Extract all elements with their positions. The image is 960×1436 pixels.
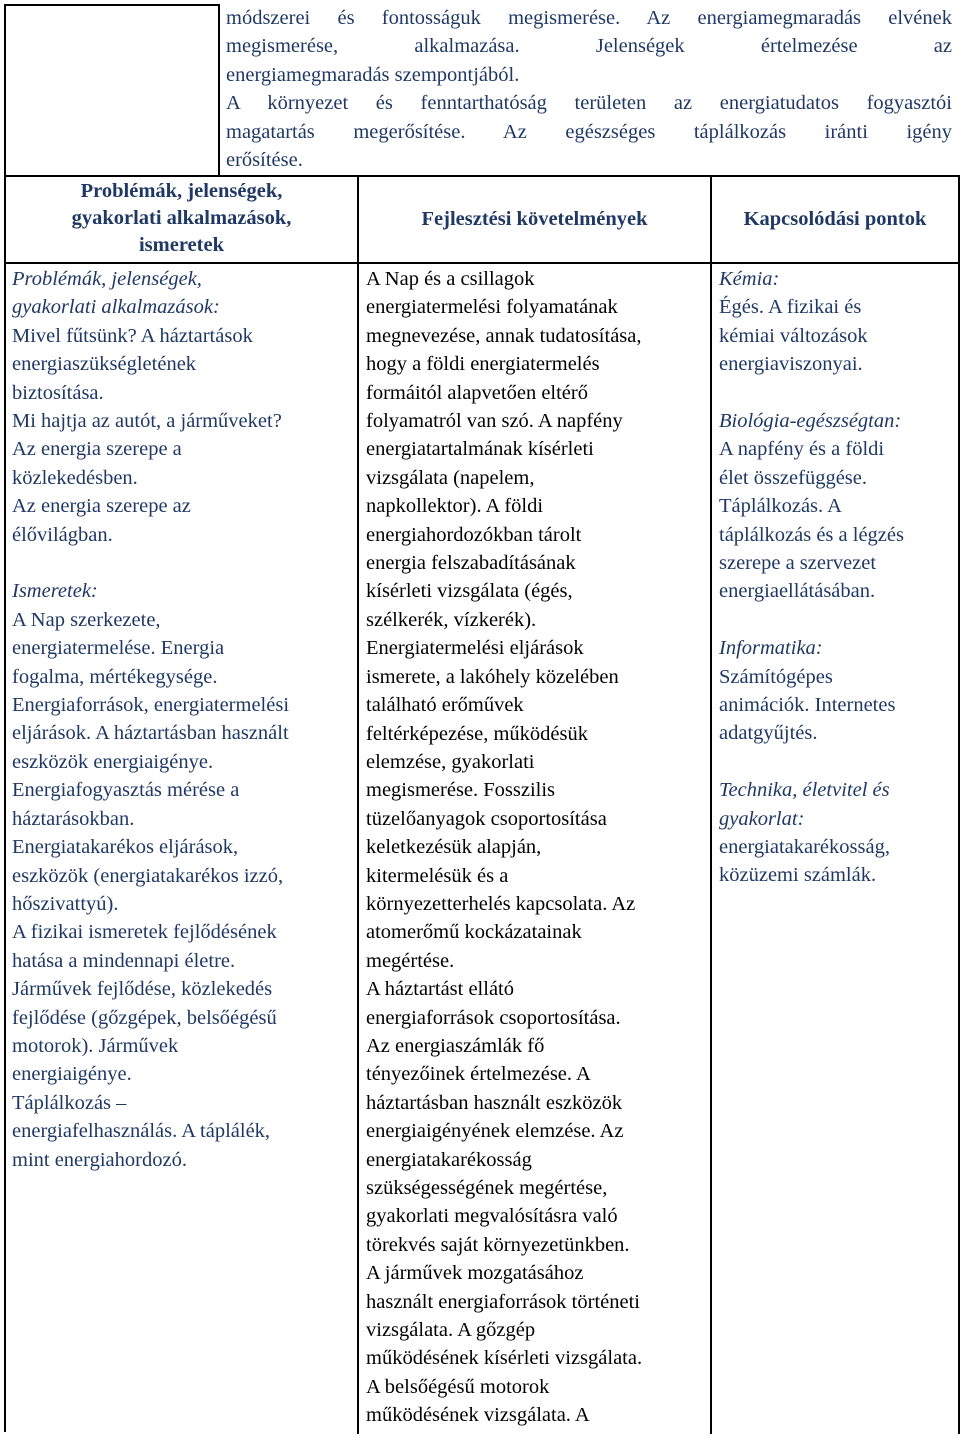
requirement-line: háztartásban használt eszközök — [366, 1091, 623, 1114]
requirement-line: A Nap és a csillagok — [366, 268, 535, 290]
knowledge-line: hatása a mindennapi életre. — [12, 949, 236, 972]
requirement-line: Energiatermelési eljárások — [366, 637, 584, 660]
column-header-problems — [6, 178, 357, 259]
connection-line: élet összefüggése. — [719, 466, 867, 489]
knowledge-line: eszközök energiaigénye. — [12, 750, 214, 773]
problem-line: energiaszükségletének — [12, 353, 197, 376]
top-cell-text — [226, 4, 952, 174]
connection-line: animációk. Internetes — [719, 694, 896, 717]
text-line: energiamegmaradás szempontjából. — [226, 63, 520, 86]
column-header-requirements — [359, 206, 710, 233]
knowledge-line: motorok). Járművek — [12, 1034, 179, 1057]
requirement-line: atomerőmű kockázatainak — [366, 921, 582, 944]
column-divider-2 — [710, 175, 712, 1434]
requirement-line: szükségességének megértése, — [366, 1177, 608, 1199]
requirement-line: energiatartalmának kísérleti — [366, 438, 594, 461]
requirement-line: A háztartást ellátó — [366, 978, 514, 1001]
requirement-line: kísérleti vizsgálata (égés, — [366, 580, 573, 603]
requirement-line: energiahordozókban tárolt — [366, 523, 582, 546]
knowledge-line: fogalma, mértékegysége. — [12, 665, 218, 688]
requirement-line: energiaigényének elemzése. Az — [366, 1120, 624, 1143]
problem-line: Mivel fűtsünk? A háztartások — [12, 324, 253, 347]
spacer — [719, 606, 955, 634]
connection-line: A napfény és a földi — [719, 438, 885, 461]
requirement-line: szélkerék, vízkerék). — [366, 608, 537, 631]
subject-title-technology: gyakorlat: — [719, 807, 805, 830]
knowledge-line: mint energiahordozó. — [12, 1148, 187, 1171]
requirement-line: elemzése, gyakorlati — [366, 750, 535, 773]
connection-line: Égés. A fizikai és — [719, 296, 862, 319]
connection-line: táplálkozás és a légzés — [719, 523, 904, 546]
connection-line: szerepe a szervezet — [719, 552, 877, 575]
requirement-line: tüzelőanyagok csoportosítása — [366, 807, 607, 830]
problem-line: Mi hajtja az autót, a járműveket? — [12, 410, 282, 433]
knowledge-line: energiafelhasználás. A táplálék, — [12, 1120, 271, 1143]
requirement-line: megismerése. Fosszilis — [366, 779, 556, 802]
requirement-line: környezetterhelés kapcsolata. Az — [366, 892, 636, 915]
knowledge-line: eszközök (energiatakarékos izzó, — [12, 864, 284, 887]
requirement-line: vizsgálata. A gőzgép — [366, 1319, 536, 1342]
knowledge-line: háztarásokban. — [12, 807, 135, 830]
requirement-line: energiatakarékosság — [366, 1148, 532, 1171]
subject-title-informatics: Informatika: — [719, 637, 823, 660]
requirement-line: napkollektor). A földi — [366, 495, 544, 518]
header-bottom-border — [4, 262, 959, 264]
header-line: Fejlesztési követelmények — [421, 208, 648, 230]
requirement-line: keletkezésük alapján, — [366, 836, 542, 859]
connection-line: adatgyűjtés. — [719, 722, 818, 745]
header-line: gyakorlati alkalmazások, — [71, 207, 292, 229]
spacer — [719, 748, 955, 776]
connection-line: energiaviszonyai. — [719, 353, 863, 376]
requirement-line: formáitól alapvetően eltérő — [366, 381, 588, 404]
requirement-line: használt energiaforrások történeti — [366, 1290, 640, 1313]
requirement-line: működésének vizsgálata. A — [366, 1404, 590, 1427]
requirement-line: megértése. — [366, 949, 455, 972]
knowledge-line: Járművek fejlődése, közlekedés — [12, 978, 273, 1001]
spacer — [719, 379, 955, 407]
connection-line: közüzemi számlák. — [719, 864, 877, 887]
requirement-line: működésének kísérleti vizsgálata. — [366, 1347, 643, 1370]
knowledge-line: fejlődése (gőzgépek, belsőégésű — [12, 1006, 277, 1029]
requirement-line: ismerete, a lakóhely közelében — [366, 665, 619, 688]
requirement-line: hogy a földi energiatermelés — [366, 353, 600, 376]
problems-title: gyakorlati alkalmazások: — [12, 296, 220, 319]
knowledge-line: hőszivattyú). — [12, 892, 119, 915]
spacer — [12, 549, 352, 577]
table-border-top — [4, 4, 218, 6]
knowledge-line: energiaigénye. — [12, 1063, 132, 1086]
problem-line: Az energia szerepe az — [12, 495, 191, 518]
requirement-line: megnevezése, annak tudatosítása, — [366, 324, 642, 347]
requirement-line: A járművek mozgatásához — [366, 1262, 584, 1285]
text-line: A környezet és fenntarthatóság területen az energiatudatos fogyasztói — [226, 92, 952, 115]
column-header-connections — [712, 206, 958, 233]
requirement-line: Az energiaszámlák fő — [366, 1034, 545, 1057]
problem-line: biztosítása. — [12, 381, 104, 404]
knowledge-line: Táplálkozás – — [12, 1091, 127, 1114]
connection-line: energiaellátásában. — [719, 580, 876, 603]
requirement-line: energiaforrások csoportosítása. — [366, 1006, 621, 1029]
top-cell-left-border — [218, 4, 220, 176]
header-top-border — [4, 175, 959, 177]
problem-line: közlekedésben. — [12, 466, 138, 489]
knowledge-line: eljárások. A háztartásban használt — [12, 722, 289, 745]
problems-title: Problémák, jelenségek, — [12, 268, 202, 290]
requirement-line: gyakorlati megvalósításra való — [366, 1205, 618, 1228]
requirement-line: energiatermelési folyamatának — [366, 296, 618, 319]
requirement-line: energia felszabadításának — [366, 552, 576, 575]
requirement-line: kitermelésük és a — [366, 864, 509, 887]
connection-line: Számítógépes — [719, 665, 833, 688]
connection-line: Táplálkozás. A — [719, 495, 842, 518]
requirement-line: vizsgálata (napelem, — [366, 466, 535, 489]
knowledge-line: Energiatakarékos eljárások, — [12, 836, 239, 859]
knowledge-line: energiatermelése. Energia — [12, 637, 225, 660]
text-line: magatartás megerősítése. Az egészséges táplálkozás iránti igény — [226, 120, 952, 143]
problems-knowledge-cell — [12, 265, 352, 1174]
knowledge-line: Energiaforrások, energiatermelési — [12, 694, 290, 717]
requirement-line: található erőművek — [366, 694, 524, 717]
problem-line: Az energia szerepe a — [12, 438, 182, 461]
subject-title-technology: Technika, életvitel és — [719, 779, 890, 802]
requirements-cell — [366, 265, 706, 1430]
requirement-line: folyamatról van szó. A napfény — [366, 410, 623, 433]
requirement-line: feltérképezése, működésük — [366, 722, 588, 745]
header-line: Kapcsolódási pontok — [743, 208, 927, 230]
subject-title-biology: Biológia-egészségtan: — [719, 410, 902, 433]
header-line: ismeretek — [138, 234, 224, 256]
subject-title-chemistry: Kémia: — [719, 268, 780, 290]
connection-line: energiatakarékosság, — [719, 836, 890, 859]
connection-line: kémiai változások — [719, 324, 868, 347]
problem-line: élővilágban. — [12, 523, 113, 546]
table-border-right — [958, 175, 960, 1434]
text-line: erősítése. — [226, 149, 303, 172]
requirement-line: tényezőinek értelmezése. A — [366, 1063, 591, 1086]
knowledge-line: A Nap szerkezete, — [12, 608, 161, 631]
column-divider-1 — [357, 175, 359, 1434]
requirement-line: A belsőégésű motorok — [366, 1375, 550, 1398]
text-line: módszerei és fontosságuk megismerése. Az energiamegmaradás elvének — [226, 7, 952, 29]
requirement-line: törekvés saját környezetünkben. — [366, 1233, 630, 1256]
knowledge-title: Ismeretek: — [12, 580, 98, 603]
header-line: Problémák, jelenségek, — [80, 180, 283, 202]
connections-cell — [719, 265, 955, 890]
text-line: megismerése, alkalmazása. Jelenségek értelmezése az — [226, 35, 952, 58]
knowledge-line: Energiafogyasztás mérése a — [12, 779, 240, 802]
knowledge-line: A fizikai ismeretek fejlődésének — [12, 921, 277, 944]
